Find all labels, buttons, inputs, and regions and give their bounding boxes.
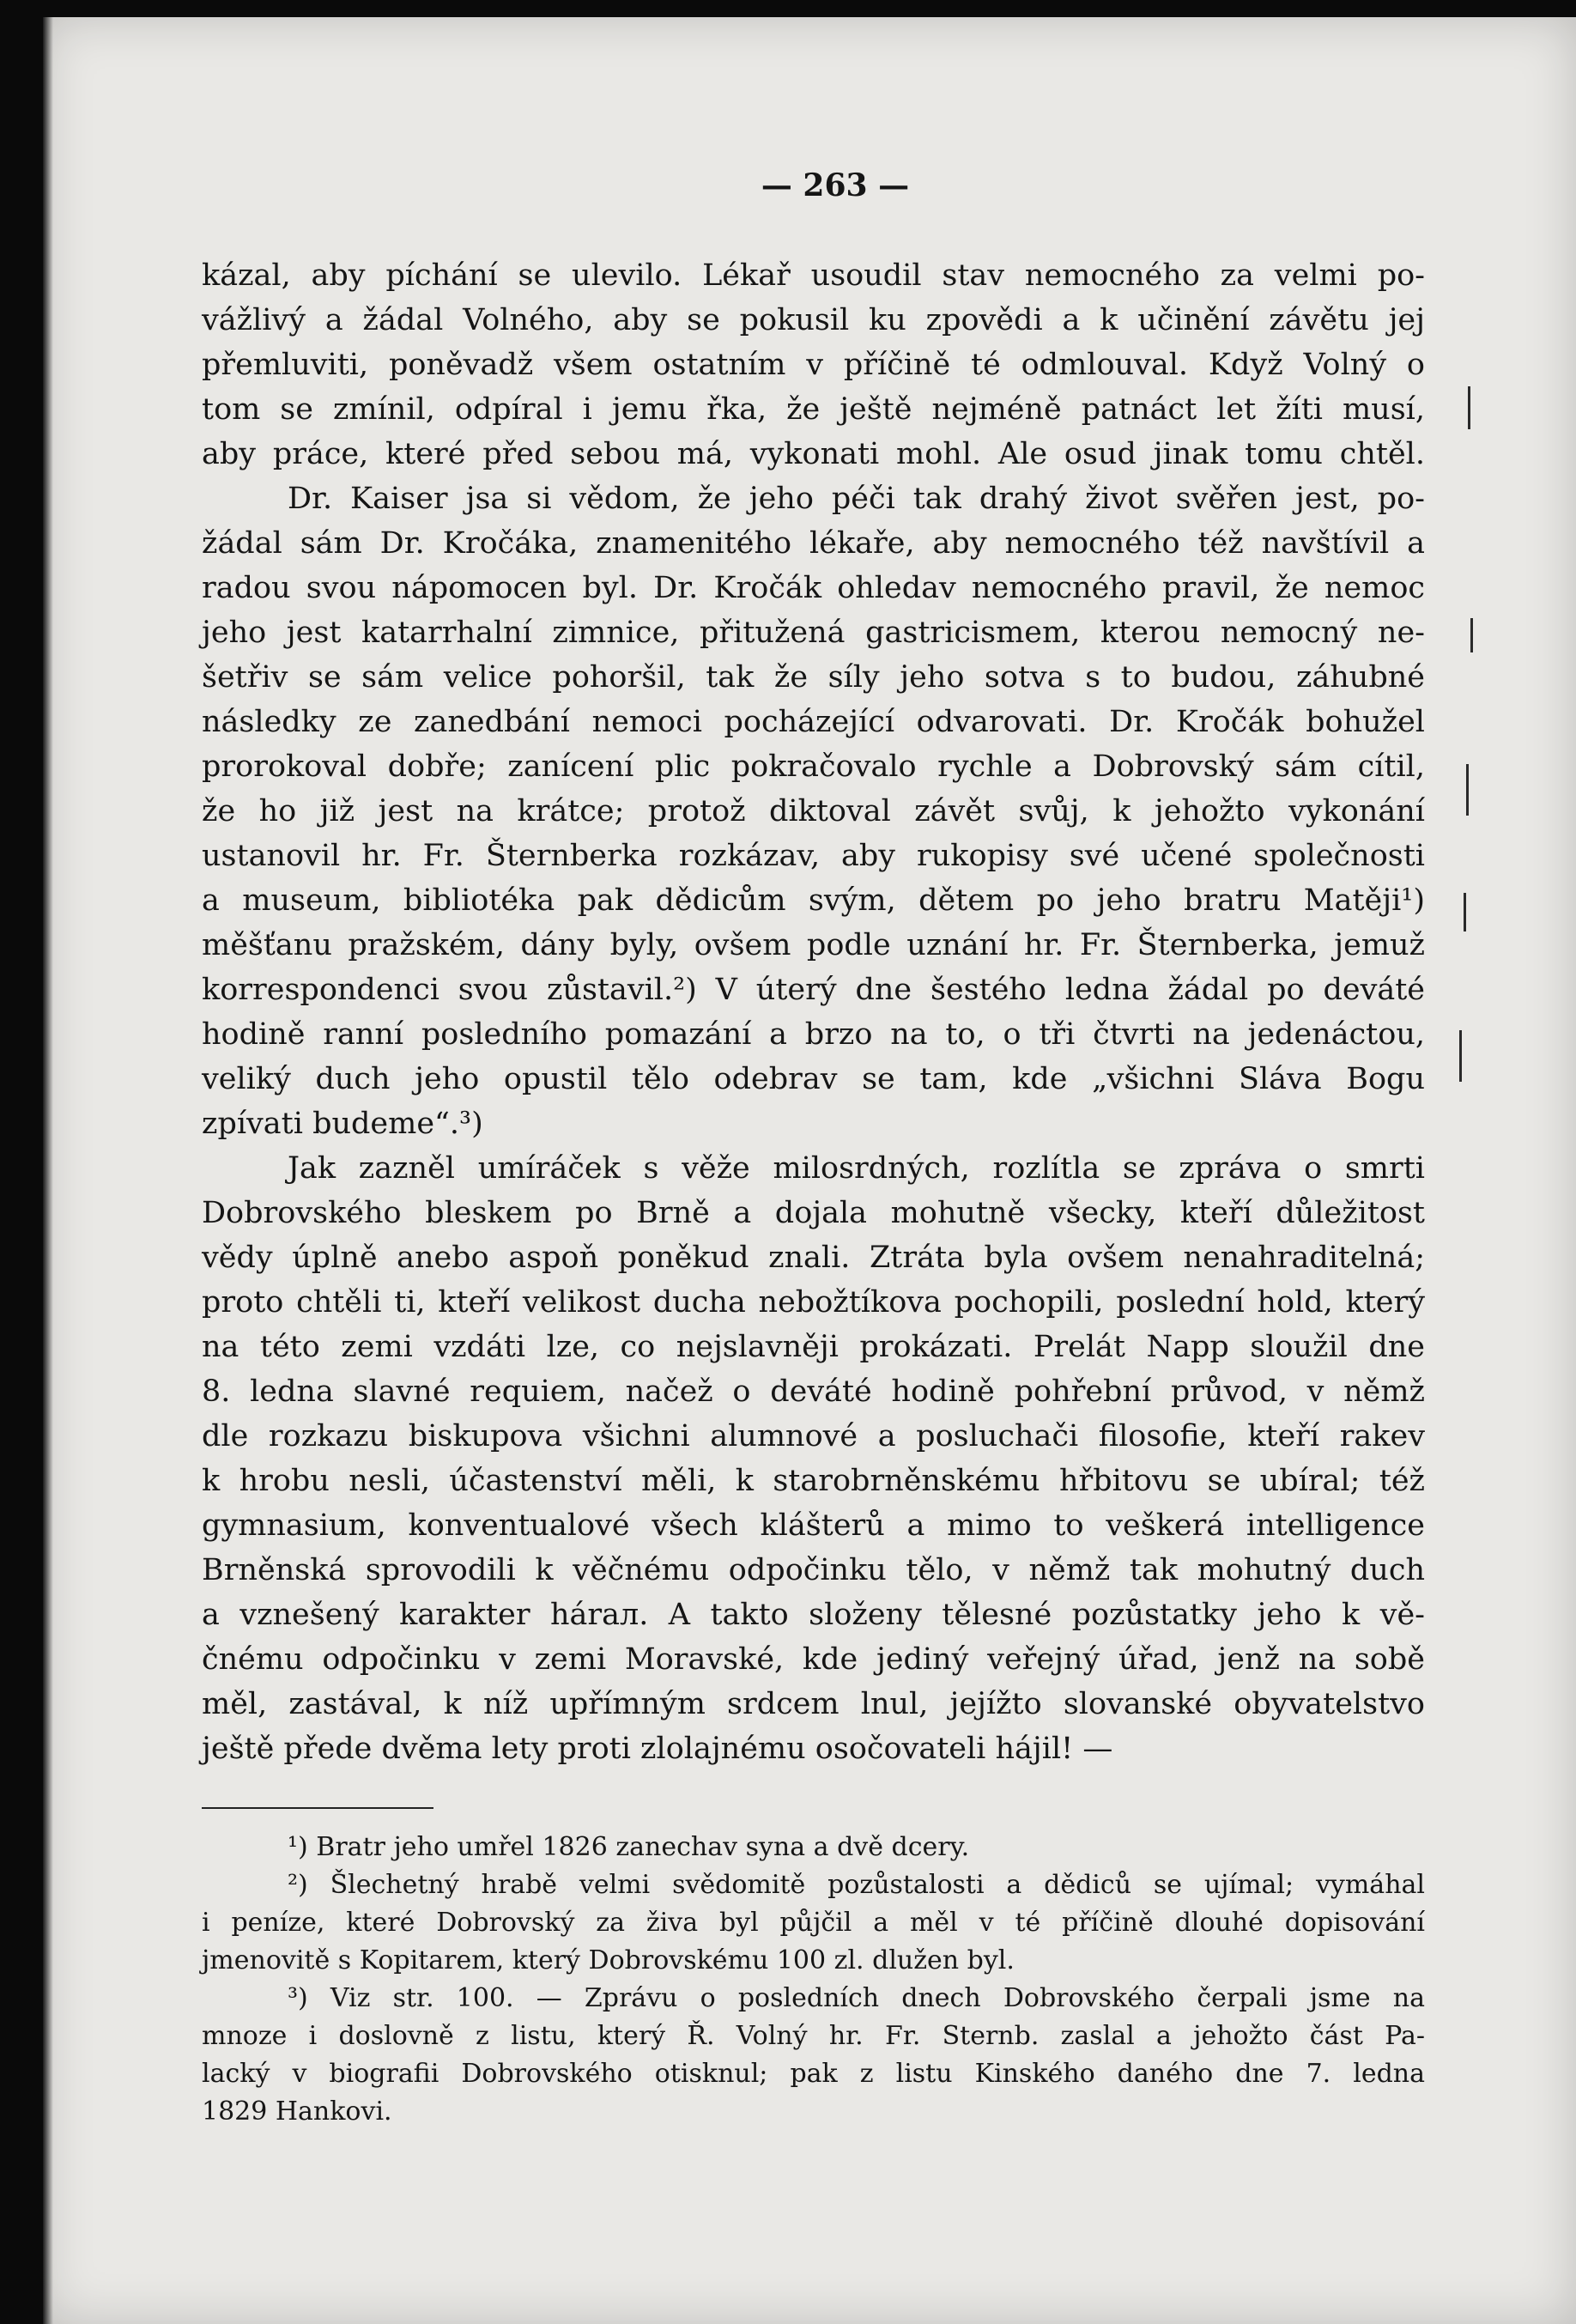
footnote-line: i peníze, které Dobrovský za živa byl půjčil a měl v té příčině dlouhé dopisování bbox=[202, 1908, 1425, 1938]
margin-pencil-mark bbox=[1464, 893, 1466, 931]
text-line: Brněnská sprovodili k věčnému odpočinku tělo, v němž tak mohutný duch bbox=[202, 1553, 1425, 1587]
footnote-line: ¹) Bratr jeho umřel 1826 zanechav syna a dvě dcery. bbox=[288, 1832, 970, 1862]
margin-pencil-mark bbox=[1470, 618, 1473, 652]
text-line: vážlivý a žádal Volného, aby se pokusil ku zpovědi a k učinění závětu jej bbox=[202, 303, 1425, 337]
text-line: prorokoval dobře; zanícení plic pokračovalo rychle a Dobrovský sám cítil, bbox=[202, 749, 1425, 784]
text-line: měšťanu pražském, dány byly, ovšem podle uznání hr. Fr. Šternberka, jemuž bbox=[202, 928, 1425, 962]
text-line: Dr. Kaiser jsa si vědom, že jeho péči tak drahý život svěřen jest, po- bbox=[288, 482, 1425, 516]
footnote-line: ²) Šlechetný hrabě velmi svědomitě pozůstalosti a dědiců se ujímal; vymáhal bbox=[288, 1870, 1425, 1900]
footnote-line: 1829 Hankovi. bbox=[202, 2096, 392, 2127]
footnotes bbox=[202, 1829, 1425, 2131]
text-line: na této zemi vzdáti lze, co nejslavněji prokázati. Prelát Napp sloužil dne bbox=[202, 1330, 1425, 1364]
text-line: korrespondenci svou zůstavil.²) V úterý dne šestého ledna žádal po deváté bbox=[202, 973, 1425, 1007]
footnote-line: jmenovitě s Kopitarem, který Dobrovskému 100 zl. dlužen byl. bbox=[202, 1945, 1015, 1975]
text-line: jeho jest katarrhalní zimnice, přitužená gastricismem, kterou nemocný ne- bbox=[202, 616, 1425, 650]
text-line: aby práce, které před sebou má, vykonati mohl. Ale osud jinak tomu chtěl. bbox=[202, 437, 1425, 471]
text-line: kázal, aby píchání se ulevilo. Lékař usoudil stav nemocného za velmi po- bbox=[202, 258, 1425, 293]
text-line: čnému odpočinku v zemi Moravské, kde jediný veřejný úřad, jenž na sobě bbox=[202, 1642, 1425, 1677]
text-line: veliký duch jeho opustil tělo odebrav se tam, kde „všichni Sláva Bogu bbox=[202, 1062, 1425, 1096]
text-line: ještě přede dvěma lety proti zlolajnému osočovateli hájil! — bbox=[202, 1732, 1113, 1766]
text-line: vědy úplně anebo aspoň poněkud znali. Ztráta byla ovšem nenahraditelná; bbox=[202, 1241, 1425, 1275]
text-line: měl, zastával, k níž upřímným srdcem lnul, jejížto slovanské obyvatelstvo bbox=[202, 1687, 1425, 1721]
scanned-page bbox=[43, 17, 1576, 2324]
text-line: radou svou nápomocen byl. Dr. Kročák ohledav nemocného pravil, že nemoc bbox=[202, 571, 1425, 605]
margin-pencil-mark bbox=[1468, 386, 1470, 429]
margin-pencil-mark bbox=[1466, 764, 1469, 816]
text-line: přemluviti, poněvadž všem ostatním v příčině té odmlouval. Když Volný o bbox=[202, 348, 1425, 382]
footnote-divider bbox=[202, 1807, 433, 1809]
margin-pencil-mark bbox=[1459, 1030, 1462, 1082]
text-line: proto chtěli ti, kteří velikost ducha nebožtíkova pochopili, poslední hold, který bbox=[202, 1285, 1425, 1320]
text-line: tom se zmínil, odpíral i jemu řka, že ještě nejméně patnáct let žíti musí, bbox=[202, 392, 1425, 427]
text-line: hodině ranní posledního pomazání a brzo na to, o tři čtvrti na jedenáctou, bbox=[202, 1017, 1425, 1052]
text-line: k hrobu nesli, účastenství měli, k starobrněnskému hřbitovu se ubíral; též bbox=[202, 1464, 1425, 1498]
footnote-line: mnoze i doslovně z listu, který Ř. Volný hr. Fr. Sternb. zaslal a jehožto část Pa- bbox=[202, 2021, 1425, 2051]
text-line: 8. ledna slavné requiem, načež o deváté hodině pohřební průvod, v němž bbox=[202, 1374, 1425, 1409]
page-number: — 263 — bbox=[761, 167, 910, 203]
text-line: zpívati budeme“.³) bbox=[202, 1107, 483, 1141]
text-line: dle rozkazu biskupova všichni alumnové a posluchači filosofie, kteří rakev bbox=[202, 1419, 1425, 1453]
scan-edge-shadow bbox=[43, 17, 53, 2324]
footnote-line: ³) Viz str. 100. — Zprávu o posledních dnech Dobrovského čerpali jsme na bbox=[288, 1983, 1425, 2013]
text-line: šetřiv se sám velice pohoršil, tak že síly jeho sotva s to budou, záhubné bbox=[202, 660, 1425, 695]
text-line: ustanovil hr. Fr. Šternberka rozkázav, aby rukopisy své učené společnosti bbox=[202, 839, 1425, 873]
text-line: Dobrovského bleskem po Brně a dojala mohutně všecky, kteří důležitost bbox=[202, 1196, 1425, 1230]
text-line: Jak zazněl umíráček s věže milosrdných, rozlítla se zpráva o smrti bbox=[288, 1151, 1425, 1186]
text-line: žádal sám Dr. Kročáka, znamenitého lékaře, aby nemocného též navštívil a bbox=[202, 526, 1425, 561]
footnote-line: lacký v biografii Dobrovského otisknul; pak z listu Kinského daného dne 7. ledna bbox=[202, 2059, 1425, 2089]
text-line: že ho již jest na krátce; protož diktoval závět svůj, k jehožto vykonání bbox=[202, 794, 1425, 828]
body-text bbox=[202, 253, 1425, 1771]
text-line: a vznešený karakter hárал. A takto složeny tělesné pozůstatky jeho k vě- bbox=[202, 1598, 1425, 1632]
text-line: a museum, bibliotéka pak dědicům svým, dětem po jeho bratru Matěji¹) bbox=[202, 883, 1425, 918]
text-line: gymnasium, konventualové všech klášterů a mimo to veškerá intelligence bbox=[202, 1508, 1425, 1543]
text-line: následky ze zanedbání nemoci pocházející odvarovati. Dr. Kročák bohužel bbox=[202, 705, 1425, 739]
